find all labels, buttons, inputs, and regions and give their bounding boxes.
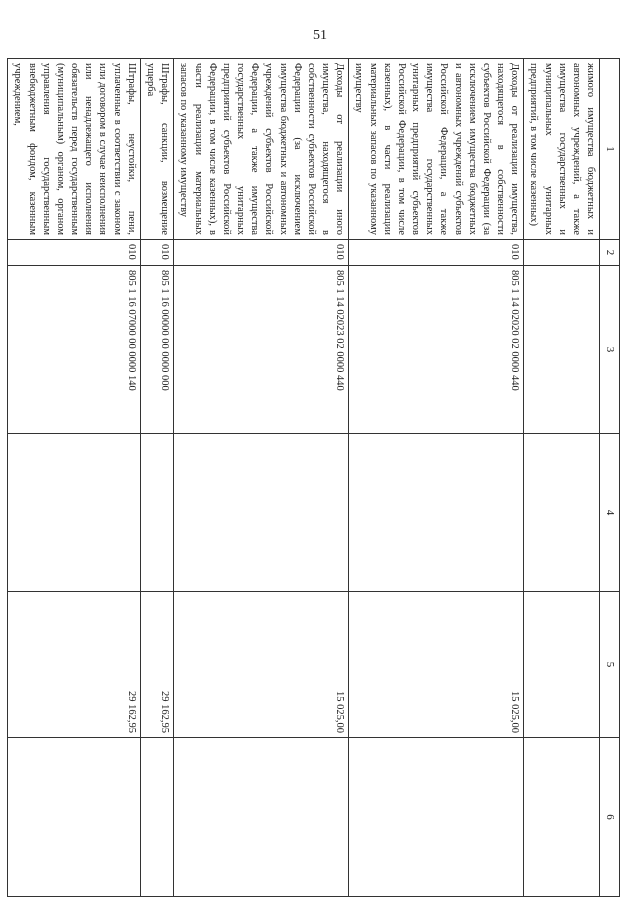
row-description: Доходы от реализации имущества, находящегося в собственности субъектов Российской Федерации (за исключением имущества бюджетных и автономных учреждений субъектов Российской Федерации, а также имущества государственных унитарных предприятий субъектов Российской Федерации, в том числе казенных), в части реализации материальных запасов по указанному имуществу [349,59,524,240]
row-col6 [174,738,349,897]
row-description: жимого имущества бюджетных и автономных учреждений, а также имущества государственных и муниципальных унитарных предприятий, в том числе казенных) [524,59,600,240]
row-line-code: 010 [349,240,524,266]
row-budget-code [524,266,600,434]
row-col4 [8,434,141,592]
header-cell: 5 [600,592,620,738]
revenue-table [7,58,620,897]
row-amount: 29 162,95 [8,592,141,738]
row-col6 [140,738,173,897]
header-cell: 1 [600,59,620,240]
row-budget-code: 805 1 14 02023 02 0000 440 [174,266,349,434]
row-amount: 15 025,00 [174,592,349,738]
header-cell: 2 [600,240,620,266]
row-col4 [524,434,600,592]
row-amount [524,592,600,738]
header-cell: 6 [600,738,620,897]
row-col4 [140,434,173,592]
row-line-code: 010 [174,240,349,266]
header-cell: 4 [600,434,620,592]
row-amount: 29 162,95 [140,592,173,738]
rotated-table-container [12,58,620,896]
table-row [8,59,141,897]
row-line-code: 010 [8,240,141,266]
table-row [140,59,173,897]
table-row [349,59,524,897]
row-amount: 15 025,00 [349,592,524,738]
row-col4 [174,434,349,592]
table-row [174,59,349,897]
row-budget-code: 805 1 16 00000 00 0000 000 [140,266,173,434]
row-line-code [524,240,600,266]
row-description: Штрафы, неустойки, пени, уплаченные в соответствии с законом или договором в случае неисполнения или ненадлежащего исполнения обязательств перед государственным (муниципальным) органом, органом управления государственным внебюджетным фондом, казенным учреждением, [8,59,141,240]
row-line-code: 010 [140,240,173,266]
row-col4 [349,434,524,592]
row-col6 [524,738,600,897]
row-description: Доходы от реализации иного имущества, находящегося в собственности субъектов Российской Федерации (за исключением имущества бюджетных и автономных учреждений субъектов Российской Федерации, а также имущества государственных унитарных предприятий субъектов Российской Федерации, в том числе казенных), в части реализации материальных запасов по указанному имуществу [174,59,349,240]
header-cell: 3 [600,266,620,434]
row-description: Штрафы, санкции, возмещение ущерба [140,59,173,240]
row-col6 [8,738,141,897]
row-col6 [349,738,524,897]
table-row [524,59,600,897]
row-budget-code: 805 1 14 02020 02 0000 440 [349,266,524,434]
table-header-row [600,59,620,897]
page-number: 51 [313,28,327,43]
row-budget-code: 805 1 16 07000 00 0000 140 [8,266,141,434]
